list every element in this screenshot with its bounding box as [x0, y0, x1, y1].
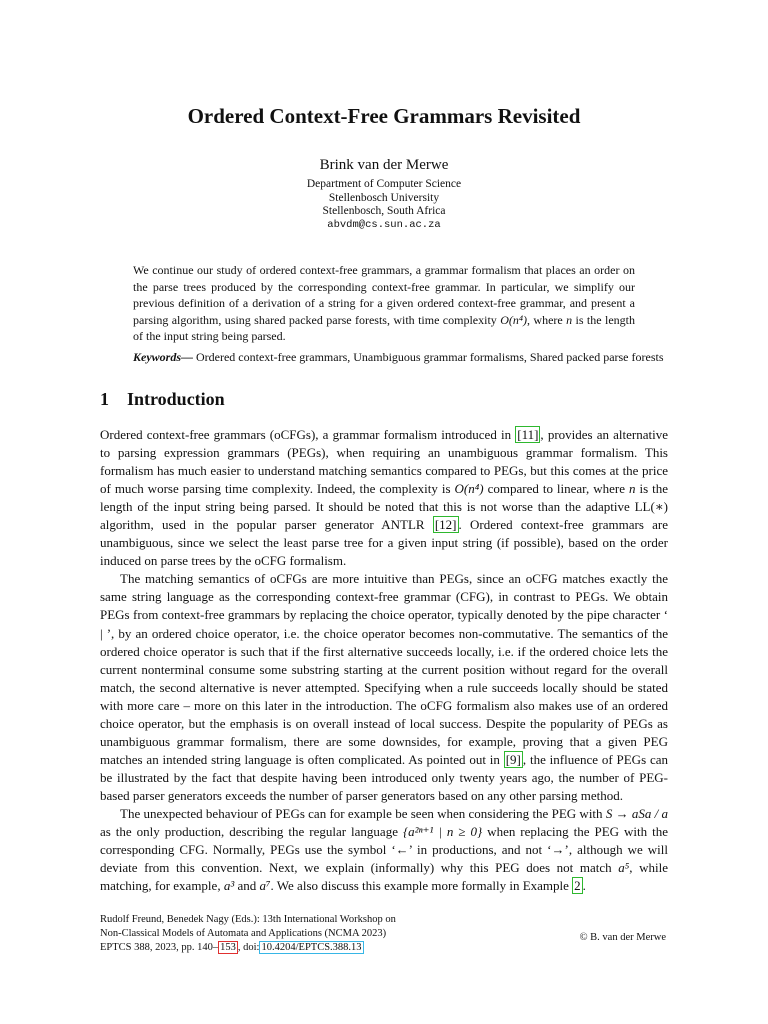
author-name: Brink van der Merwe [319, 157, 449, 173]
abstract-complexity: O(n⁴) [500, 312, 528, 327]
abstract-text-c: is the length of the input string being parsed. [133, 312, 635, 343]
citation-11-link[interactable]: [11] [517, 427, 539, 442]
p3-rule: S → aSa / a [605, 805, 668, 821]
p3-text-d: , while matching, for example, [100, 860, 669, 894]
p3-text-e: and [234, 878, 260, 894]
p3-a3: a³ [223, 878, 235, 894]
footer-pages-text: EPTCS 388, 2023, pp. 140– [100, 942, 219, 953]
abstract-text-b: , where [527, 312, 567, 327]
p1-text-d: is the length of the input string being parsed. It should be noted that this is not worse than the adaptive LL(∗) algorithm, used in the popular parser generator ANTLR [100, 481, 669, 533]
p3-a5: a⁵ [618, 860, 630, 876]
paragraph-3 [100, 805, 668, 895]
author-email: abvdm@cs.sun.ac.za [327, 218, 441, 231]
section-heading [100, 389, 668, 410]
footer-line-2: Non-Classical Models of Automata and Applications (NCMA 2023) [100, 928, 387, 939]
keywords-text: Ordered context-free grammars, Unambiguous grammar formalisms, Shared packed parse forests [193, 350, 664, 364]
abstract-text-a: We continue our study of ordered context-free grammars, a grammar formalism that places an order on the parse trees produced by the corresponding context-free grammar. In particular, we simplify our previous definition of a derivation of a string for a given ordered context-free grammar, and present a parsing algorithm, using shared packed parse forests, with time complexity [133, 263, 635, 327]
body-text [100, 426, 668, 895]
footer-doi-label: , doi: [237, 942, 260, 953]
p1-n: n [628, 481, 636, 497]
p3-language: {a²ⁿ⁺¹ | n ≥ 0} [402, 824, 483, 840]
keywords-label: Keywords— [133, 350, 193, 364]
p3-text-b: as the only production, describing the regular language [100, 824, 403, 840]
page-end-link[interactable]: 153 [220, 942, 236, 953]
example-2-link[interactable]: 2 [574, 878, 581, 894]
p3-text-g: . [582, 878, 586, 894]
paragraph-2 [100, 570, 668, 805]
abstract-n: n [566, 312, 573, 327]
p1-complexity: O(n⁴) [454, 481, 484, 497]
author-affiliation [0, 178, 768, 232]
p1-text-a: Ordered context-free grammars (oCFGs), a grammar formalism introduced in [100, 427, 516, 442]
p1-text-c: compared to linear, where [483, 481, 629, 497]
p3-text-c: when replacing the PEG with the corresponding CFG. Normally, PEGs use the symbol ‘←’ in productions, and not ‘→’, although we will deviate from this convention. Next, we explain (informally) why this PEG does not match [100, 824, 668, 876]
p2-text-a: The matching semantics of oCFGs are more intuitive than PEGs, since an oCFG matches exactly the same string language as the corresponding context-free grammar (CFG), in contrast to PEGs. We obtain PEGs from context-free grammars by replacing the choice operator, typically denoted by the pipe character ‘ | ’, by an ordered choice operator, i.e. the choice operator becomes non-commutative. The semantics of the ordered choice operator is such that if the first alternative succeeds locally, i.e. if the ordered choice lets the current nonterminal consume some substring starting at the current position without regard for the overall match, the second alternative is never attempted. Specifying when a rule succeeds locally should be stated with more care – more on this later in the introduction. The oCFG formalism also makes use of an ordered choice operator, but the emphasis is on overall instead of local success. Despite the popularity of PEGs as unambiguous grammar formalism, there are some downsides, for example, proving that a given PEG matches an intended string language is often complicated. As pointed out in [100, 571, 668, 767]
p3-a7: a⁷ [259, 878, 271, 894]
p1-text-b: , provides an alternative to parsing expression grammars (PEGs), when requiring an unambiguous grammar formalism. This formalism has much easier to understand matching semantics compared to PEGs, but this comes at the price of much worse parsing time complexity. Indeed, the complexity is [100, 427, 668, 497]
affiliation-location: Stellenbosch, South Africa [322, 205, 446, 217]
p3-text-a: The unexpected behaviour of PEGs can for example be seen when considering the PEG with [120, 805, 606, 821]
page-footer [100, 913, 668, 955]
citation-12-link[interactable]: [12] [434, 517, 457, 533]
section-title: Introduction [127, 389, 225, 409]
p2-text-b: , the influence of PEGs can be illustrated by the fact that despite having been introduced only twenty years ago, the number of PEG-based parser generators exceeds the number of parser generators based on any other parsing method. [100, 751, 668, 803]
footer-line-1: Rudolf Freund, Benedek Nagy (Eds.): 13th International Workshop on [100, 914, 396, 925]
keywords [133, 349, 693, 365]
affiliation-university: Stellenbosch University [328, 191, 440, 204]
section-number: 1 [100, 389, 109, 409]
affiliation-department: Department of Computer Science [306, 178, 462, 190]
paper-title: Ordered Context-Free Grammars Revisited [187, 104, 581, 128]
p3-text-f: . We also discuss this example more formally in Example [270, 878, 573, 894]
citation-9-link[interactable]: [9] [505, 751, 521, 767]
abstract [133, 262, 635, 345]
paragraph-1 [100, 426, 668, 570]
doi-link[interactable]: 10.4204/EPTCS.388.13 [261, 942, 362, 953]
p1-text-e: . Ordered context-free grammars are unambiguous, since we select the least parse tree for a given input string (if possible), based on the order induced on parse trees by the oCFG formalism. [100, 517, 668, 569]
copyright-notice: © B. van der Merwe [579, 932, 666, 943]
